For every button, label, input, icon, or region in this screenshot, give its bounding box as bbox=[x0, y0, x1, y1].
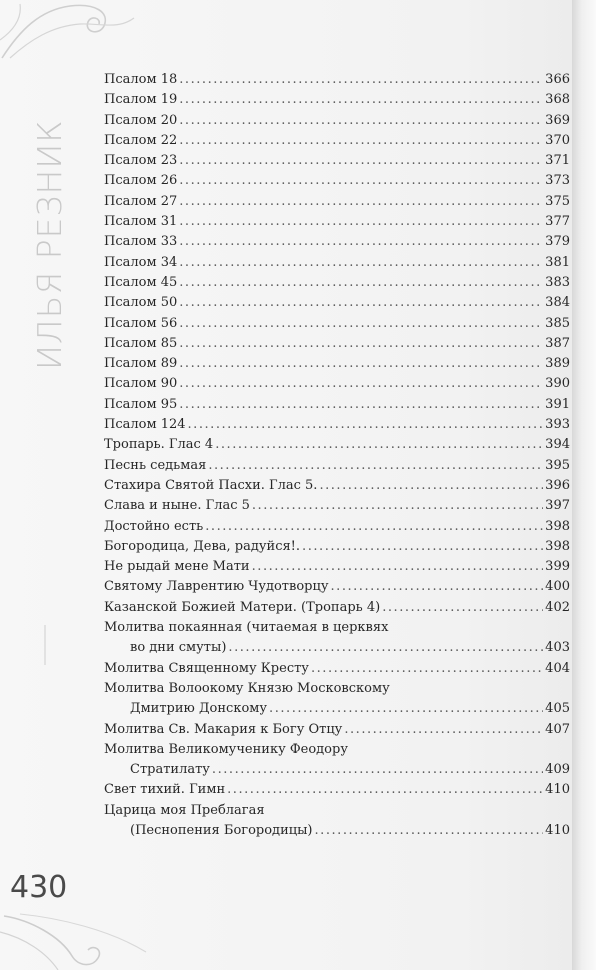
dot-leader bbox=[179, 255, 543, 270]
toc-entry-row bbox=[104, 173, 570, 193]
dot-leader bbox=[179, 316, 543, 331]
toc-entry-title: Псалом 31 bbox=[104, 214, 178, 230]
running-head-author: ИЛЬЯ РЕЗНИК bbox=[30, 119, 69, 370]
toc-entry-row bbox=[104, 539, 570, 559]
toc-entry-row bbox=[104, 234, 570, 254]
toc-entry-title: Молитва Священному Кресту bbox=[104, 660, 309, 676]
toc-entry-title: Псалом 34 bbox=[104, 254, 178, 270]
toc-entry-title: Псалом 56 bbox=[104, 315, 178, 331]
dot-leader bbox=[227, 782, 543, 797]
toc-entry-title: Свет тихий. Гимн bbox=[104, 782, 226, 798]
toc-page-number: 369 bbox=[545, 112, 570, 128]
dot-leader bbox=[208, 458, 543, 473]
toc-entry bbox=[104, 519, 570, 539]
toc-entry-row bbox=[104, 376, 570, 396]
toc-page-number: 398 bbox=[545, 538, 570, 554]
toc-entry bbox=[104, 742, 570, 783]
toc-page-number: 396 bbox=[545, 477, 570, 493]
toc-entry-title: Молитва Св. Макария к Богу Отцу bbox=[104, 721, 343, 737]
toc-entry-row bbox=[104, 153, 570, 173]
toc-page-number: 402 bbox=[545, 599, 570, 615]
toc-entry bbox=[104, 620, 570, 661]
toc-page-number: 395 bbox=[545, 457, 570, 473]
toc-entry-row bbox=[104, 275, 570, 295]
toc-entry bbox=[104, 376, 570, 396]
dot-leader bbox=[330, 579, 543, 594]
toc-page-number: 385 bbox=[545, 315, 570, 331]
toc-entry-title: Псалом 89 bbox=[104, 356, 178, 372]
toc-entry-row bbox=[104, 113, 570, 133]
dot-leader bbox=[179, 72, 543, 87]
toc-entry bbox=[104, 539, 570, 559]
dot-leader bbox=[302, 539, 543, 554]
toc-entry bbox=[104, 214, 570, 234]
toc-entry-row bbox=[104, 782, 570, 802]
toc-page-number: 394 bbox=[545, 437, 570, 453]
dot-leader bbox=[228, 640, 543, 655]
toc-entry-row bbox=[104, 559, 570, 579]
toc-page-number: 399 bbox=[545, 559, 570, 575]
page-edge-shadow bbox=[572, 0, 596, 970]
dot-leader bbox=[205, 519, 543, 534]
toc-entry bbox=[104, 803, 570, 844]
toc-entry bbox=[104, 194, 570, 214]
dot-leader bbox=[252, 498, 543, 513]
dot-leader bbox=[319, 478, 543, 493]
toc-entry-row bbox=[104, 72, 570, 92]
toc-entry bbox=[104, 478, 570, 498]
toc-entry-row bbox=[104, 194, 570, 214]
dot-leader bbox=[179, 153, 543, 168]
dot-leader bbox=[179, 376, 543, 391]
dot-leader bbox=[179, 113, 543, 128]
toc-entry-row bbox=[104, 701, 570, 721]
toc-entry-row bbox=[104, 519, 570, 539]
toc-page-number: 371 bbox=[545, 153, 570, 169]
toc-entry bbox=[104, 559, 570, 579]
toc-entry bbox=[104, 153, 570, 173]
table-of-contents bbox=[104, 72, 570, 843]
dot-leader bbox=[269, 701, 543, 716]
toc-entry-title: Не рыдай мене Мати bbox=[104, 559, 250, 575]
toc-entry-title-line1: Молитва Волоокому Князю Московскому bbox=[104, 680, 390, 696]
toc-entry bbox=[104, 316, 570, 336]
toc-entry bbox=[104, 600, 570, 620]
toc-page-number: 409 bbox=[545, 762, 570, 778]
toc-entry-row bbox=[104, 417, 570, 437]
toc-entry bbox=[104, 234, 570, 254]
toc-entry-title: Тропарь. Глас 4 bbox=[104, 437, 214, 453]
toc-entry-title: Псалом 90 bbox=[104, 376, 178, 392]
toc-entry bbox=[104, 782, 570, 802]
toc-page-number: 410 bbox=[545, 822, 570, 838]
dot-leader bbox=[179, 214, 543, 229]
toc-entry-title-line1: Царица моя Преблагая bbox=[104, 802, 265, 818]
toc-entry-title: Псалом 124 bbox=[104, 417, 186, 433]
toc-entry-title: Псалом 23 bbox=[104, 153, 178, 169]
toc-entry-row bbox=[104, 133, 570, 153]
toc-entry-row bbox=[104, 762, 570, 782]
toc-page-number: 398 bbox=[545, 518, 570, 534]
toc-page-number: 381 bbox=[545, 254, 570, 270]
dot-leader bbox=[179, 234, 543, 249]
toc-entry-title: Достойно есть bbox=[104, 518, 204, 534]
page-number: 430 bbox=[10, 870, 68, 905]
toc-entry bbox=[104, 255, 570, 275]
toc-entry-title: Богородица, Дева, радуйся!. bbox=[104, 538, 301, 554]
toc-entry-row bbox=[104, 437, 570, 457]
toc-entry-row bbox=[104, 336, 570, 356]
toc-entry bbox=[104, 173, 570, 193]
toc-entry-title: Псалом 45 bbox=[104, 274, 178, 290]
toc-entry-title: Слава и ныне. Глас 5 bbox=[104, 498, 250, 514]
toc-page-number: 370 bbox=[545, 132, 570, 148]
toc-page-number: 368 bbox=[545, 92, 570, 108]
toc-entry bbox=[104, 295, 570, 315]
toc-page-number: 389 bbox=[545, 356, 570, 372]
flourish-ornament-bottom bbox=[0, 912, 150, 970]
toc-entry-row bbox=[104, 255, 570, 275]
toc-entry-row bbox=[104, 356, 570, 376]
dot-leader bbox=[344, 722, 543, 737]
toc-entry-title: Псалом 18 bbox=[104, 72, 178, 87]
toc-page-number: 403 bbox=[545, 640, 570, 656]
toc-page-number: 384 bbox=[545, 295, 570, 311]
toc-entry bbox=[104, 437, 570, 457]
dot-leader bbox=[311, 661, 543, 676]
toc-entry-row bbox=[104, 498, 570, 518]
toc-page-number: 390 bbox=[545, 376, 570, 392]
toc-page-number: 410 bbox=[545, 782, 570, 798]
dot-leader bbox=[179, 397, 543, 412]
toc-page-number: 400 bbox=[545, 579, 570, 595]
dot-leader bbox=[179, 194, 543, 209]
dot-leader bbox=[382, 600, 543, 615]
toc-entry-title: Псалом 27 bbox=[104, 193, 178, 209]
toc-page-number: 379 bbox=[545, 234, 570, 250]
toc-entry-title-line1: Молитва покаянная (читаемая в церквях bbox=[104, 620, 389, 636]
flourish-ornament-top bbox=[0, 0, 140, 60]
toc-entry-row bbox=[104, 316, 570, 336]
dot-leader bbox=[179, 173, 543, 188]
toc-entry-title-line2: Дмитрию Донскому bbox=[130, 701, 268, 717]
toc-entry bbox=[104, 681, 570, 722]
toc-entry-title-line2: Стратилату bbox=[130, 762, 210, 778]
toc-entry-title: Святому Лаврентию Чудотворцу bbox=[104, 579, 329, 595]
toc-entry bbox=[104, 133, 570, 153]
toc-page-number: 373 bbox=[545, 173, 570, 189]
toc-entry-title-line2: (Песнопения Богородицы) bbox=[130, 822, 313, 838]
toc-entry bbox=[104, 356, 570, 376]
toc-page-number: 405 bbox=[545, 701, 570, 717]
toc-page-number: 393 bbox=[545, 417, 570, 433]
toc-entry-row bbox=[104, 640, 570, 660]
toc-entry-row bbox=[104, 600, 570, 620]
toc-entry-title: Казанской Божией Матери. (Тропарь 4) bbox=[104, 599, 381, 615]
toc-entry bbox=[104, 417, 570, 437]
dot-leader bbox=[215, 437, 543, 452]
toc-entry-row bbox=[104, 661, 570, 681]
toc-page-number: 377 bbox=[545, 214, 570, 230]
toc-entry bbox=[104, 113, 570, 133]
dot-leader bbox=[179, 92, 543, 107]
toc-entry bbox=[104, 661, 570, 681]
toc-entry-title: Песнь седьмая bbox=[104, 457, 207, 473]
toc-entry bbox=[104, 498, 570, 518]
toc-entry-title: Стахира Святой Пасхи. Глас 5. bbox=[104, 477, 318, 493]
dot-leader bbox=[188, 417, 544, 432]
toc-entry-title: Псалом 20 bbox=[104, 112, 178, 128]
toc-entry-row bbox=[104, 458, 570, 478]
toc-page-number: 397 bbox=[545, 498, 570, 514]
toc-entry-row bbox=[104, 397, 570, 417]
toc-entry-title: Псалом 19 bbox=[104, 92, 178, 108]
toc-entry bbox=[104, 275, 570, 295]
dot-leader bbox=[179, 336, 543, 351]
dot-leader bbox=[252, 559, 544, 574]
toc-page-number: 375 bbox=[545, 193, 570, 209]
toc-entry-title: Псалом 85 bbox=[104, 335, 178, 351]
toc-entry-row bbox=[104, 579, 570, 599]
toc-entry bbox=[104, 579, 570, 599]
toc-entry-row bbox=[104, 823, 570, 843]
toc-entry-row bbox=[104, 214, 570, 234]
toc-page-number: 391 bbox=[545, 396, 570, 412]
dot-leader bbox=[179, 356, 543, 371]
toc-entry-title: Псалом 26 bbox=[104, 173, 178, 189]
toc-entry-title-line2: во дни смуты) bbox=[130, 640, 227, 656]
toc-page-number: 407 bbox=[545, 721, 570, 737]
toc-entry-title: Псалом 33 bbox=[104, 234, 178, 250]
toc-entry-title: Псалом 95 bbox=[104, 396, 178, 412]
toc-entry-title-line1: Молитва Великомученику Феодору bbox=[104, 741, 348, 757]
toc-entry-row bbox=[104, 722, 570, 742]
toc-page-number: 366 bbox=[545, 72, 570, 87]
toc-entry-title: Псалом 22 bbox=[104, 132, 178, 148]
dot-leader bbox=[179, 295, 543, 310]
toc-entry-title: Псалом 50 bbox=[104, 295, 178, 311]
toc-entry bbox=[104, 722, 570, 742]
toc-entry bbox=[104, 72, 570, 92]
toc-entry-row bbox=[104, 478, 570, 498]
dot-leader bbox=[315, 823, 544, 838]
toc-entry bbox=[104, 336, 570, 356]
dot-leader bbox=[179, 133, 543, 148]
dot-leader bbox=[179, 275, 543, 290]
toc-entry bbox=[104, 92, 570, 112]
toc-page-number: 383 bbox=[545, 274, 570, 290]
dot-leader bbox=[212, 762, 543, 777]
toc-page-number: 404 bbox=[545, 660, 570, 676]
toc-entry-row bbox=[104, 295, 570, 315]
toc-entry bbox=[104, 397, 570, 417]
toc-entry bbox=[104, 458, 570, 478]
toc-entry-row bbox=[104, 92, 570, 112]
toc-page-number: 387 bbox=[545, 335, 570, 351]
margin-rule bbox=[44, 625, 46, 665]
